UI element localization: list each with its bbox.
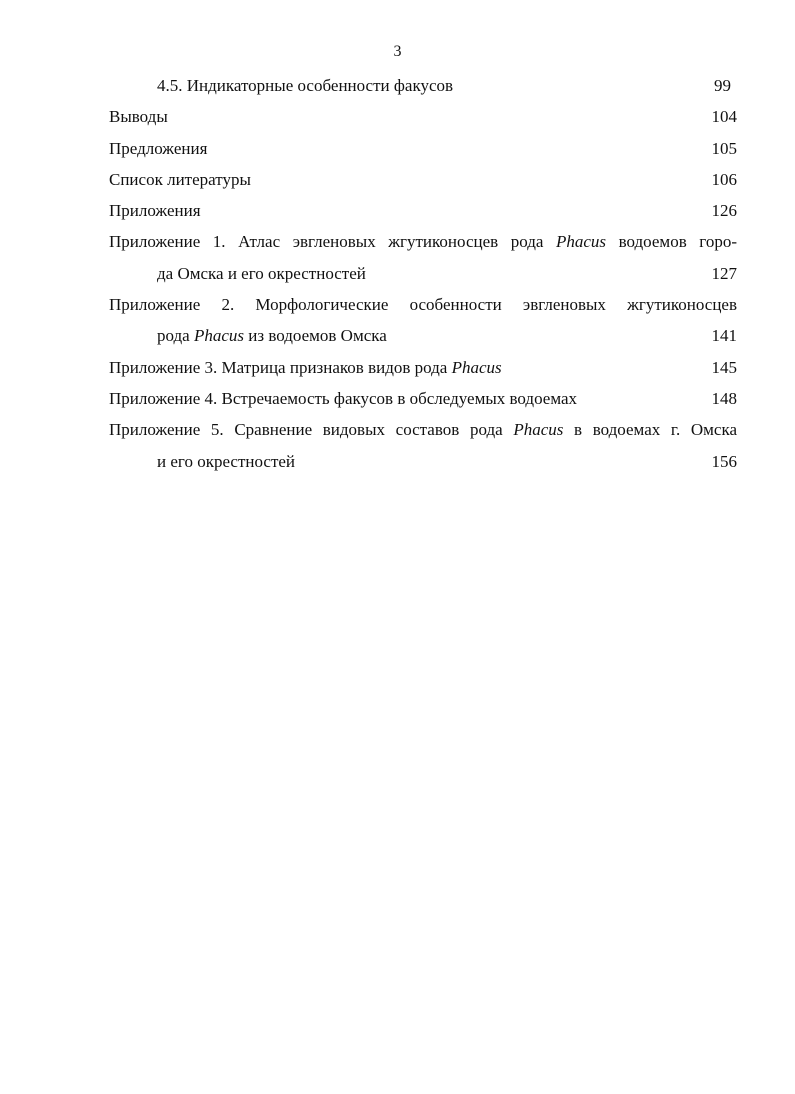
toc-text-part: водоемов горо-	[606, 232, 737, 252]
toc-entry	[109, 352, 737, 383]
toc-entry-line	[109, 289, 737, 320]
toc-entry-title: Предложения	[109, 138, 208, 158]
toc-text-part: Приложение 3. Матрица признаков видов рода	[109, 357, 452, 377]
toc-text-part: из водоемов Омска	[244, 326, 387, 346]
toc-entry-title: Приложение 2. Морфологические особенности эвгленовых жгутиконосцев	[109, 295, 737, 315]
toc-genus-name: Phacus	[451, 357, 502, 377]
toc-entry	[109, 101, 737, 132]
toc-entry-page: 156	[711, 451, 737, 471]
toc-entry-title: да Омска и его окрестностей	[157, 263, 366, 283]
toc-genus-name: Phacus	[193, 326, 245, 346]
toc-text-part: Приложение 5. Сравнение видовых составов рода	[109, 420, 514, 440]
toc-entry-page: 126	[711, 201, 737, 221]
toc-entry-page: 127	[711, 263, 737, 283]
table-of-contents	[109, 70, 737, 477]
toc-entry-title: Приложения	[109, 201, 201, 221]
toc-entry-line	[109, 226, 737, 257]
toc-entry	[109, 164, 737, 195]
toc-text-part: рода	[157, 326, 194, 346]
toc-entry	[109, 195, 737, 226]
toc-entry-title: Приложение 4. Встречаемость факусов в обследуемых водоемах	[109, 388, 578, 408]
toc-entry-title	[109, 352, 737, 383]
toc-entry-page: 148	[711, 388, 737, 408]
toc-entry	[109, 70, 737, 101]
toc-entry-continuation	[109, 320, 737, 351]
toc-entry-title: и его окрестностей	[157, 451, 296, 471]
toc-entry	[109, 383, 737, 414]
toc-entry	[109, 133, 737, 164]
toc-entry-title	[109, 414, 737, 445]
toc-entry-page: 99	[714, 76, 731, 95]
toc-entry-title: 4.5. Индикаторные особенности факусов	[157, 76, 454, 95]
toc-entry-continuation	[109, 446, 737, 477]
toc-genus-name: Phacus	[556, 232, 607, 252]
toc-entry-title	[109, 320, 737, 351]
toc-genus-name: Phacus	[513, 420, 564, 440]
page-number: 3	[393, 43, 402, 60]
toc-text-part: в водоемах г. Омска	[563, 420, 737, 440]
toc-entry-title: Выводы	[109, 107, 168, 127]
toc-entry-title: Список литературы	[109, 169, 251, 189]
toc-entry-continuation	[109, 258, 737, 289]
toc-entry-page: 145	[711, 357, 737, 377]
toc-entry-page: 104	[711, 107, 737, 127]
toc-entry-title	[109, 226, 737, 257]
toc-entry-line	[109, 414, 737, 445]
toc-entry-page: 141	[711, 326, 737, 346]
toc-text-part: Приложение 1. Атлас эвгленовых жгутиконосцев рода	[109, 232, 556, 252]
toc-entry-page: 106	[711, 169, 737, 189]
toc-entry-page: 105	[711, 138, 737, 158]
